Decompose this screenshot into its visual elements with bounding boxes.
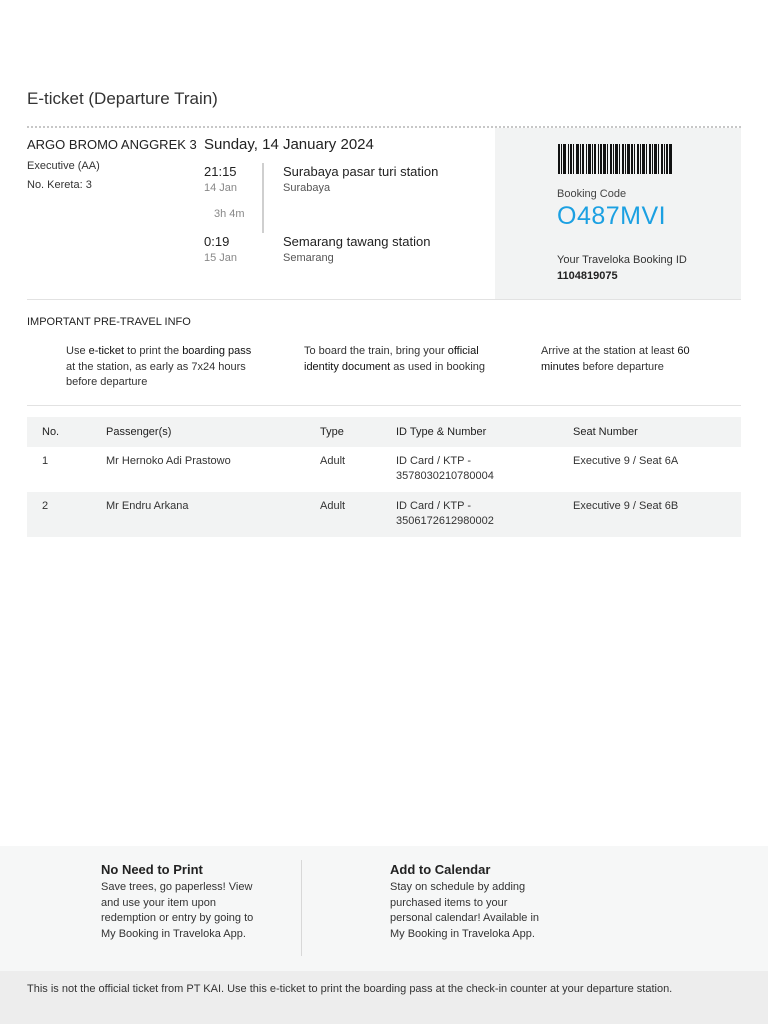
info-text: as used in booking bbox=[390, 360, 486, 373]
passenger-seat: Executive 9 / Seat 6B bbox=[573, 500, 679, 512]
table-row bbox=[27, 492, 741, 537]
departure-date: 14 Jan bbox=[204, 182, 238, 194]
booking-code-label: Booking Code bbox=[557, 188, 627, 200]
departure-time: 21:15 bbox=[204, 164, 237, 179]
info-emphasis: boarding pass bbox=[182, 345, 252, 357]
promo-text: Stay on schedule by adding purchased items to your personal calendar! Available in My Booking in Traveloka App. bbox=[390, 881, 540, 940]
passenger-table bbox=[27, 417, 741, 537]
info-text: to print the bbox=[124, 345, 183, 357]
trip-duration: 3h 4m bbox=[214, 208, 245, 220]
booking-panel bbox=[495, 128, 741, 299]
barcode-icon bbox=[558, 144, 672, 174]
section-divider bbox=[27, 405, 741, 406]
promo-divider bbox=[301, 860, 302, 956]
traveloka-id-label: Your Traveloka Booking ID bbox=[557, 254, 687, 266]
arrival-city: Semarang bbox=[283, 252, 334, 264]
info-item-eticket bbox=[66, 344, 256, 391]
section-divider bbox=[27, 299, 741, 300]
info-emphasis: official identity document bbox=[304, 345, 479, 373]
header-seat: Seat Number bbox=[573, 426, 638, 438]
info-text: before departure bbox=[579, 360, 664, 373]
arrival-station: Semarang tawang station bbox=[283, 234, 431, 249]
train-name: ARGO BROMO ANGGREK 3 bbox=[27, 137, 197, 152]
passenger-id: ID Card / KTP - 3506172612980002 bbox=[396, 500, 494, 527]
passenger-no: 1 bbox=[42, 455, 49, 467]
passenger-name: Mr Endru Arkana bbox=[106, 500, 189, 512]
promo-title: Add to Calendar bbox=[390, 862, 491, 877]
timeline-line bbox=[262, 163, 264, 233]
info-text: at the station, as early as 7x24 hours before departure bbox=[66, 360, 246, 388]
train-number: No. Kereta: 3 bbox=[27, 179, 92, 191]
info-emphasis: e-ticket bbox=[88, 345, 125, 357]
promo-no-print bbox=[101, 862, 261, 942]
departure-city: Surabaya bbox=[283, 182, 331, 194]
important-info-heading: IMPORTANT PRE-TRAVEL INFO bbox=[27, 316, 191, 328]
passenger-name: Mr Hernoko Adi Prastowo bbox=[106, 455, 231, 467]
info-item-identity bbox=[304, 344, 494, 375]
header-passenger: Passenger(s) bbox=[106, 426, 172, 438]
header-type: Type bbox=[320, 426, 344, 438]
train-info bbox=[27, 136, 197, 193]
info-item-arrival bbox=[541, 344, 721, 375]
header-no: No. bbox=[42, 426, 60, 438]
schedule bbox=[204, 136, 494, 264]
passenger-type: Adult bbox=[320, 500, 346, 512]
passenger-no: 2 bbox=[42, 500, 49, 512]
departure-station: Surabaya pasar turi station bbox=[283, 164, 439, 179]
table-header bbox=[27, 417, 741, 447]
info-text: To board the train, bring your bbox=[304, 345, 448, 357]
booking-code: O487MVI bbox=[557, 202, 667, 230]
info-text: Arrive at the station at least bbox=[541, 345, 678, 357]
arrival-time: 0:19 bbox=[204, 234, 230, 249]
info-emphasis: 60 minutes bbox=[541, 345, 690, 373]
passenger-seat: Executive 9 / Seat 6A bbox=[573, 455, 679, 467]
info-text: Use bbox=[66, 345, 89, 357]
arrival-date: 15 Jan bbox=[204, 252, 238, 264]
travel-date: Sunday, 14 January 2024 bbox=[204, 136, 374, 153]
passenger-id: ID Card / KTP - 3578030210780004 bbox=[396, 455, 494, 482]
promo-title: No Need to Print bbox=[101, 862, 203, 877]
train-class: Executive (AA) bbox=[27, 160, 100, 172]
traveloka-booking-id: 1104819075 bbox=[557, 270, 618, 282]
promo-text: Save trees, go paperless! View and use your item upon redemption or entry by going to My Booking in Traveloka App. bbox=[101, 881, 254, 940]
table-row bbox=[27, 447, 741, 492]
page-title: E-ticket (Departure Train) bbox=[27, 89, 218, 108]
header-id: ID Type & Number bbox=[396, 426, 487, 438]
promo-band bbox=[0, 846, 768, 971]
promo-calendar bbox=[390, 862, 550, 942]
passenger-type: Adult bbox=[320, 455, 346, 467]
footer-note: This is not the official ticket from PT KAI. Use this e-ticket to print the boarding pass at the check-in counter at your departure station. bbox=[0, 971, 768, 1024]
